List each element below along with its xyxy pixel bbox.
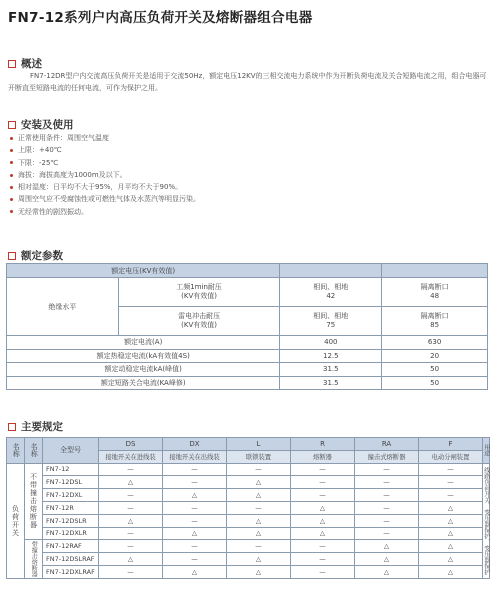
table-cell: △ [419, 514, 483, 527]
col-code: DX [163, 438, 227, 451]
table-cell: — [227, 463, 291, 476]
model-cell: FN7-12RAF [43, 540, 99, 553]
table-row [7, 514, 490, 527]
table-cell: — [355, 463, 419, 476]
list-item [10, 144, 200, 156]
table-cell: △ [227, 489, 291, 502]
col-desc: 接地开关在出线装 [163, 450, 227, 463]
table-cell: — [163, 540, 227, 553]
table-cell: 12.5 [280, 349, 382, 363]
table-cell: — [99, 527, 163, 540]
table-cell: — [163, 553, 227, 566]
table-cell: △ [419, 527, 483, 540]
table-cell: △ [355, 553, 419, 566]
table-cell: — [99, 540, 163, 553]
section-specs-heading [8, 419, 63, 434]
table-cell: △ [291, 501, 355, 514]
table-cell: 额定热稳定电流(kA有效值4S) [7, 349, 280, 363]
table-cell: △ [355, 540, 419, 553]
bullet-icon [10, 174, 13, 177]
overview-text: FN7-12DR型户内交流高压负荷开关是适用于交流50Hz，额定电压12KV的三相交流电力系统中作为开断负荷电流及关合短路电流之用，组合电器可开断直至短路电流的任何电流，可作为保护之用。 [8, 72, 487, 92]
item-text: 上限：+40℃ [18, 146, 62, 155]
col-use: 用途 [483, 438, 490, 464]
bullet-icon [10, 161, 13, 164]
table-cell: △ [355, 565, 419, 578]
table-row [7, 540, 490, 553]
table-cell: △ [227, 565, 291, 578]
section-install-heading [8, 117, 74, 132]
table-row [7, 476, 490, 489]
model-cell: FN7-12R [43, 501, 99, 514]
table-cell: — [355, 501, 419, 514]
table-cell: — [355, 527, 419, 540]
col-name: 名称 [7, 438, 25, 464]
table-cell: — [163, 476, 227, 489]
specs-table [6, 437, 490, 579]
item-text: 正常使用条件：周围空气温度 [18, 134, 109, 142]
table-cell: △ [227, 514, 291, 527]
list-item [10, 132, 200, 144]
model-cell: FN7-12DXLRAF [43, 565, 99, 578]
section-overview-heading [8, 56, 42, 71]
ratings-table [6, 263, 488, 390]
page-title: FN7-12系列户内高压负荷开关及熔断器组合电器 [8, 10, 313, 26]
table-cell: 50 [382, 363, 488, 377]
table-cell: 相间、相地 42 [280, 278, 382, 307]
table-cell: △ [99, 514, 163, 527]
col-desc: 电动分闸装置 [419, 450, 483, 463]
ratings-header-v1 [280, 264, 382, 278]
item-text: 海拔：海拔高度为1000m及以下。 [18, 170, 127, 179]
list-item [10, 193, 200, 205]
col-code: RA [355, 438, 419, 451]
model-cell: FN7-12DXL [43, 489, 99, 502]
square-bullet-icon [8, 252, 16, 260]
specs-body [7, 463, 490, 578]
table-row [7, 501, 490, 514]
table-cell: 雷电冲击耐压 (KV有效值) [118, 307, 280, 336]
item-text: 周围空气应不受腐蚀性或可燃性气体及水蒸汽等明显污染。 [18, 195, 200, 204]
table-cell: — [291, 463, 355, 476]
table-cell: — [163, 501, 227, 514]
group-main: 负荷开关 [7, 463, 25, 578]
table-cell: — [419, 489, 483, 502]
model-cell: FN7-12 [43, 463, 99, 476]
item-text: 无经常性的剧烈振动。 [18, 207, 88, 216]
table-cell: — [99, 501, 163, 514]
table-cell: — [291, 565, 355, 578]
table-cell: — [163, 463, 227, 476]
group-a: 不带撞击熔断器 [25, 463, 43, 540]
item-text: 相对湿度：日平均不大于95%，月平均不大于90%。 [18, 183, 183, 192]
table-cell: 31.5 [280, 376, 382, 390]
table-cell: △ [419, 501, 483, 514]
list-item [10, 169, 200, 181]
table-cell: △ [163, 527, 227, 540]
list-item [10, 181, 200, 193]
table-cell: △ [227, 553, 291, 566]
square-bullet-icon [8, 121, 16, 129]
bullet-icon [10, 149, 13, 152]
bullet-icon [10, 210, 13, 213]
item-text: 下限：-25℃ [18, 158, 59, 167]
table-cell: 工频1min耐压 (KV有效值) [118, 278, 280, 307]
table-row [7, 565, 490, 578]
ratings-header-v2 [382, 264, 488, 278]
col-desc: 联锁装置 [227, 450, 291, 463]
table-cell: 20 [382, 349, 488, 363]
group-b: 带撞击熔断器 [25, 540, 43, 578]
col-code: L [227, 438, 291, 451]
table-row [7, 489, 490, 502]
table-cell: △ [227, 476, 291, 489]
table-cell: 额定动稳定电流kA(峰值) [7, 363, 280, 377]
table-row [7, 463, 490, 476]
table-cell: — [355, 514, 419, 527]
table-cell: △ [419, 565, 483, 578]
col-code: R [291, 438, 355, 451]
table-cell: — [291, 540, 355, 553]
table-cell: △ [163, 489, 227, 502]
table-cell: — [99, 565, 163, 578]
table-cell: — [99, 489, 163, 502]
bullet-icon [10, 137, 13, 140]
bullet-icon [10, 198, 13, 201]
table-cell: △ [291, 527, 355, 540]
table-cell: 31.5 [280, 363, 382, 377]
table-cell: △ [99, 553, 163, 566]
table-cell: 相间、相地 75 [280, 307, 382, 336]
table-cell: — [355, 476, 419, 489]
model-cell: FN7-12DXLR [43, 527, 99, 540]
table-cell: — [227, 501, 291, 514]
table-cell: △ [163, 565, 227, 578]
table-cell: △ [419, 553, 483, 566]
table-cell: — [419, 476, 483, 489]
table-cell: — [419, 463, 483, 476]
table-cell: 400 [280, 336, 382, 350]
col-desc: 接地开关在进线装 [99, 450, 163, 463]
table-cell: 额定电流(A) [7, 336, 280, 350]
model-cell: FN7-12DSLRAF [43, 553, 99, 566]
col-code: F [419, 438, 483, 451]
ratings-header: 额定电压(KV有效值) [7, 264, 280, 278]
section-title: 主要规定 [21, 421, 63, 433]
table-row [7, 553, 490, 566]
table-cell: 隔离断口 48 [382, 278, 488, 307]
table-cell: △ [419, 540, 483, 553]
install-list [10, 132, 200, 218]
table-cell: — [227, 540, 291, 553]
col-code: DS [99, 438, 163, 451]
section-ratings-heading [8, 248, 63, 263]
col-full-model: 全型号 [43, 438, 99, 464]
table-cell: △ [99, 476, 163, 489]
square-bullet-icon [8, 423, 16, 431]
table-cell: △ [291, 514, 355, 527]
table-cell: △ [227, 527, 291, 540]
list-item [10, 206, 200, 218]
table-cell: — [291, 489, 355, 502]
table-cell: — [355, 489, 419, 502]
bullet-icon [10, 186, 13, 189]
table-cell: 630 [382, 336, 488, 350]
list-item [10, 157, 200, 169]
insulation-label: 绝缘水平 [7, 278, 119, 336]
section-title: 安装及使用 [21, 119, 74, 131]
table-cell: — [291, 553, 355, 566]
use-cell: 线路负荷开关、变压器保护、变压器保护 [483, 463, 490, 578]
square-bullet-icon [8, 60, 16, 68]
table-cell: — [99, 463, 163, 476]
section-title: 概述 [21, 58, 42, 70]
table-row [7, 527, 490, 540]
table-cell: — [163, 514, 227, 527]
table-cell: — [291, 476, 355, 489]
table-cell: 隔离断口 85 [382, 307, 488, 336]
col-name-2: 名称 [25, 438, 43, 464]
col-desc: 熔断器 [291, 450, 355, 463]
section-title: 额定参数 [21, 250, 63, 262]
table-cell: 额定短路关合电流(KA峰修) [7, 376, 280, 390]
model-cell: FN7-12DSLR [43, 514, 99, 527]
table-cell: 50 [382, 376, 488, 390]
model-cell: FN7-12DSL [43, 476, 99, 489]
col-desc: 撞击式熔断器 [355, 450, 419, 463]
